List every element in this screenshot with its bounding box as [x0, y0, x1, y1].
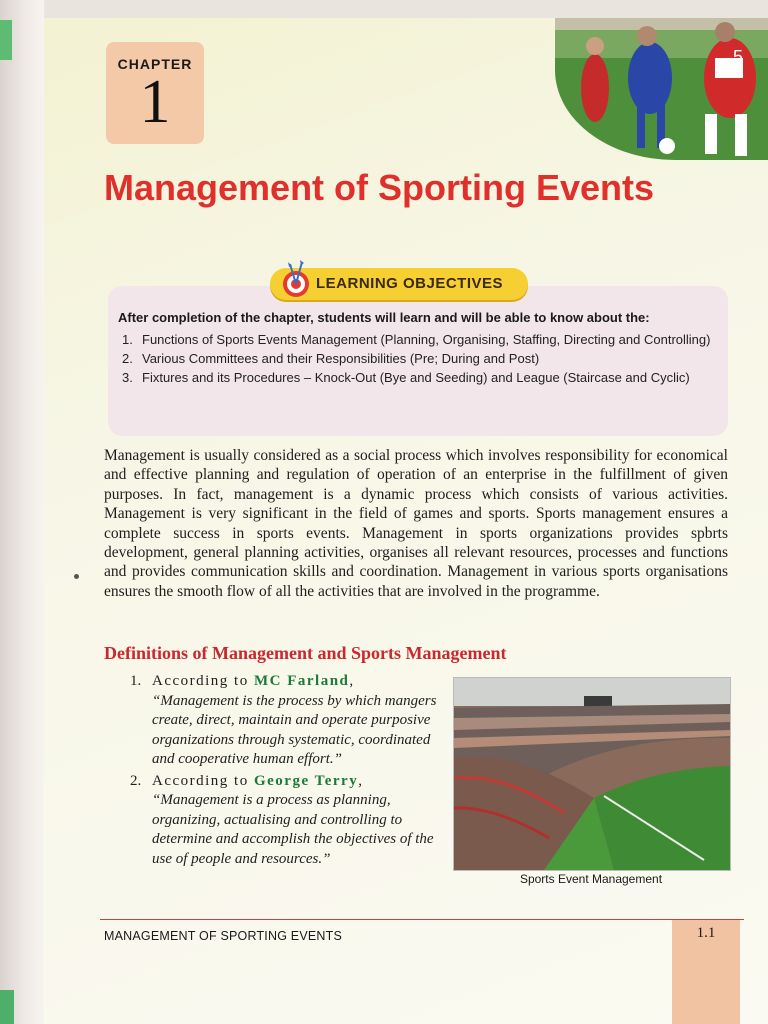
- definitions-heading: Definitions of Management and Sports Management: [104, 643, 507, 663]
- list-item: [130, 672, 440, 770]
- punctuation: ,: [358, 772, 362, 789]
- page-number: 1.1: [696, 925, 716, 941]
- list-number: 1.: [122, 332, 133, 347]
- stadium-illustration: [454, 678, 730, 870]
- list-number: 3.: [122, 370, 133, 385]
- learning-objectives-title: LEARNING OBJECTIVES: [316, 275, 504, 292]
- learning-objectives-list: [122, 330, 722, 387]
- chapter-title: Management of Sporting Events: [104, 167, 655, 208]
- spine-tab-bottom: [0, 990, 14, 1024]
- definition-quote: “Management is a process as planning, organizing, actualising and controlling to determine and accomplish the objectives of the use of people and resources.”: [152, 792, 434, 867]
- spine-tab-top: [0, 20, 12, 60]
- definition-lead: According to: [152, 772, 254, 789]
- list-number: 2.: [130, 772, 142, 789]
- chapter-box: [106, 42, 204, 144]
- definitions-list: [130, 672, 440, 871]
- list-item: [130, 772, 440, 870]
- stadium-photo: [453, 677, 731, 871]
- chapter-number: 1: [139, 68, 171, 136]
- list-number: 2.: [122, 351, 133, 366]
- definition-lead: According to: [152, 673, 254, 689]
- list-number: 1.: [130, 673, 142, 689]
- definition-quote: “Management is the process by which mangers create, direct, maintain and operate purposive organizations through systematic, coordinated and cooperative human effort.”: [152, 692, 437, 767]
- margin-mark: [74, 574, 79, 579]
- learning-objectives-lead: After completion of the chapter, students will learn and will be able to know about the:: [118, 310, 650, 325]
- list-text: Various Committees and their Responsibilities (Pre; During and Post): [142, 351, 540, 366]
- definition-body: [152, 672, 440, 770]
- chapter-label: CHAPTER: [117, 56, 193, 72]
- list-text: Fixtures and its Procedures – Knock-Out (Bye and Seeding) and League (Staircase and Cyclic): [142, 370, 690, 385]
- list-item: [122, 349, 722, 368]
- list-text: Functions of Sports Events Management (Planning, Organising, Staffing, Directing and Controlling): [142, 332, 711, 347]
- list-item: [122, 368, 722, 387]
- footer-rule: [100, 919, 744, 920]
- learning-objectives-badge: [270, 268, 528, 300]
- list-item: [122, 330, 722, 349]
- author-name: George Terry: [253, 772, 359, 789]
- intro-paragraph: Management is usually considered as a social process which involves responsibility for economical and effective planning and regulation of operation of an enterprise in the fulfillment of given purposes. In fact, management is a dynamic process which consists of various activities. Management is very significant in the field of games and sports. Sports management ensures a complete success in sports events. Management in sports organizations provides spbrts development, general planning activities, organises all relevant resources, processes and functions and provides communication skills and coordination. Management in various sports organisations ensures the smooth flow of all the activities that are involved in the programme.: [104, 447, 728, 600]
- punctuation: ,: [349, 673, 354, 689]
- svg-text:5: 5: [733, 47, 744, 67]
- book-binding: [0, 0, 44, 1024]
- image-caption: Sports Event Management: [519, 872, 663, 886]
- running-title: MANAGEMENT OF SPORTING EVENTS: [104, 929, 343, 943]
- author-name: MC Farland: [253, 673, 350, 689]
- definition-body: [152, 772, 440, 870]
- target-icon: [278, 260, 314, 300]
